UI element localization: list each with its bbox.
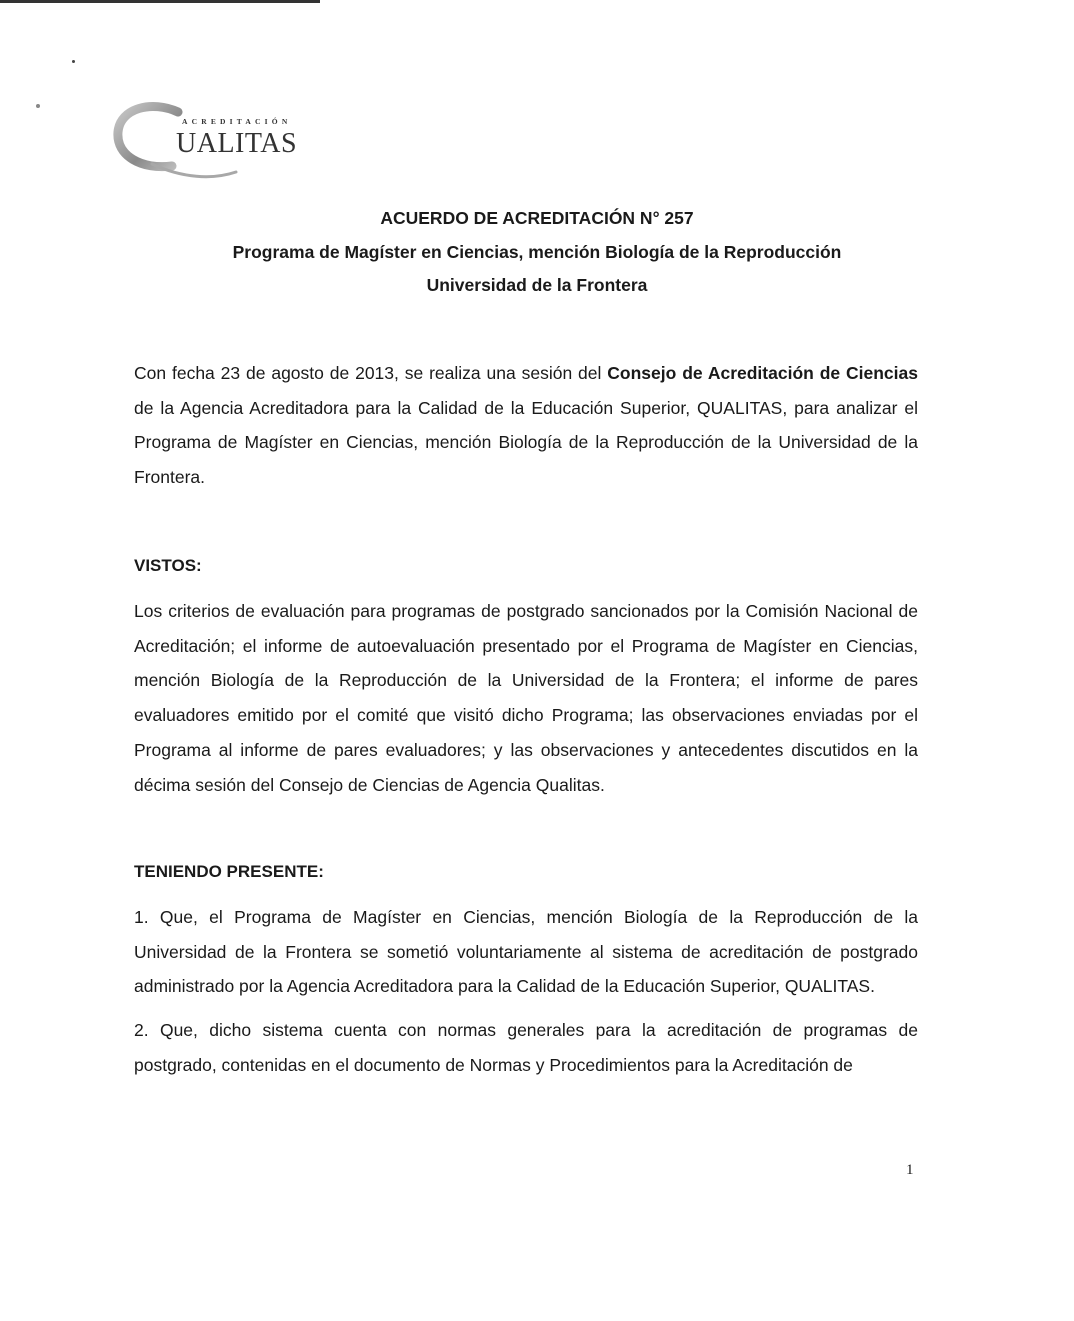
logo-acreditacion-text: ACREDITACIÓN (182, 117, 292, 126)
vistos-heading: VISTOS: (134, 556, 202, 575)
intro-paragraph (134, 356, 918, 495)
scan-border-line (0, 0, 320, 3)
university-name: Universidad de la Frontera (426, 275, 648, 295)
teniendo-item-2: 2. Que, dicho sistema cuenta con normas generales para la acreditación de programas de postgrado, contenidas en el documento de Normas y Procedimientos para la Acreditación de (134, 1020, 918, 1075)
document-title: ACUERDO DE ACREDITACIÓN N° 257 (380, 208, 694, 228)
teniendo-item-1: 1. Que, el Programa de Magíster en Ciencias, mención Biología de la Reproducción de la Universidad de la Frontera se sometió voluntariamente al sistema de acreditación de postgrado administrado por la Agencia Acreditadora para la Calidad de la Educación Superior, QUALITAS. (134, 907, 918, 997)
qualitas-logo (112, 98, 312, 184)
page-number: 1 (906, 1162, 914, 1178)
intro-council-name: Consejo de Acreditación de Ciencias (607, 363, 918, 383)
logo-ualitas-text: UALITAS (176, 128, 298, 159)
scan-speck (72, 60, 75, 63)
intro-text-1: Con fecha 23 de agosto de 2013, se realiza una sesión del (134, 363, 608, 383)
vistos-paragraph: Los criterios de evaluación para programas de postgrado sancionados por la Comisión Nacional de Acreditación; el informe de autoevaluación presentado por el Programa de Magíster en Ciencias, mención Biología de la Reproducción de la Universidad de la Frontera; el informe de pares evaluadores emitido por el comité que visitó dicho Programa; las observaciones enviadas por el Programa al informe de pares evaluadores; y las observaciones y antecedentes discutidos en la décima sesión del Consejo de Ciencias de Agencia Qualitas. (134, 601, 918, 795)
program-name: Programa de Magíster en Ciencias, mención Biología de la Reproducción (232, 242, 842, 262)
scan-speck (36, 104, 40, 108)
intro-text-2: de la Agencia Acreditadora para la Calidad de la Educación Superior, QUALITAS, para analizar el Programa de Magíster en Ciencias, mención Biología de la Reproducción de la Universidad de la Frontera. (134, 397, 918, 488)
teniendo-presente-heading: TENIENDO PRESENTE: (134, 862, 324, 881)
